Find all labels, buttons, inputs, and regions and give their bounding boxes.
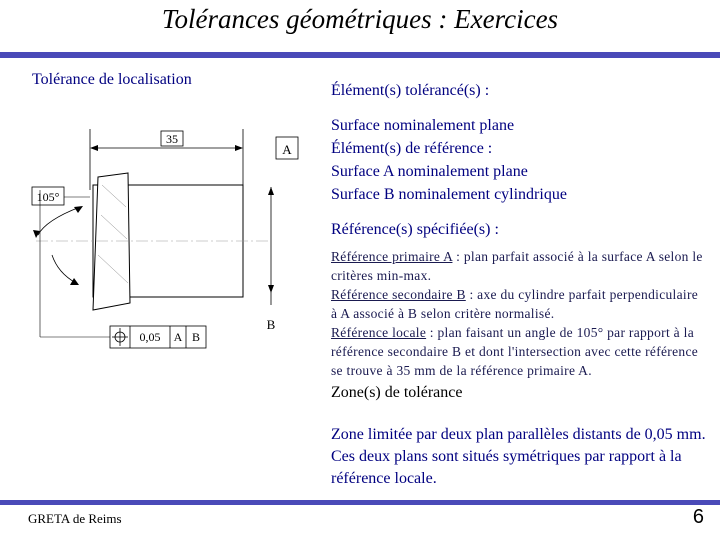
datum-b-arrow-bottom [268, 285, 274, 293]
toleranced-element-label: Élément(s) tolérancé(s) : [331, 82, 490, 99]
primary-reference-title: Référence primaire A [331, 249, 453, 264]
reference-definitions [331, 247, 706, 380]
description-panel [331, 79, 706, 490]
local-reference-text: : plan faisant un angle de 105° par rapport à la référence secondaire B et dont l'intersection avec cette référence se trouve à 35 mm de la référence primaire A. [331, 325, 699, 378]
tolerance-zone-label: Zone(s) de tolérance [331, 384, 463, 401]
reference-element-value-1: Surface A nominalement plane [331, 163, 528, 180]
secondary-reference-title: Référence secondaire B [331, 287, 466, 302]
footer-rule [0, 500, 720, 505]
secondary-reference-text: : axe du cylindre parfait perpendiculaire à A associé à B selon critère normalisé. [331, 287, 699, 321]
frame-value: 0,05 [139, 330, 161, 344]
angle-arrow-top [74, 206, 83, 213]
footer-organization: GRETA de Reims [28, 511, 122, 526]
angle-arrow-low [70, 278, 79, 285]
reference-element-value-2: Surface B nominalement cylindrique [331, 186, 567, 203]
page-number: 6 [692, 506, 704, 528]
angle-text: 105° [36, 190, 60, 204]
technical-drawing [28, 115, 318, 360]
dim-35-text: 35 [166, 132, 178, 146]
primary-reference-text: : plan parfait associé à la surface A selon le critères min-max. [331, 249, 703, 283]
reference-element-label: Élément(s) de référence : [331, 140, 493, 157]
datum-b-arrow-top [268, 187, 274, 195]
angle-arc [38, 207, 80, 235]
frame-ref-b: B [191, 330, 201, 344]
local-reference-title: Référence locale [331, 325, 427, 340]
slide-title: Tolérances géométriques : Exercices [161, 4, 559, 34]
title-rule [0, 52, 720, 58]
angle-arc-low [52, 255, 76, 283]
specified-reference-label: Référence(s) spécifiée(s) : [331, 221, 499, 238]
tolerance-zone-text: Zone limitée par deux plan parallèles distants de 0,05 mm. Ces deux plans sont situés symétriques par rapport à la référence locale. [331, 426, 706, 487]
dim-arrow-left [90, 145, 98, 151]
datum-a-label: A [282, 142, 292, 157]
dim-arrow-right [235, 145, 243, 151]
left-heading: Tolérance de localisation [32, 71, 192, 88]
frame-ref-a: A [173, 330, 183, 344]
datum-b-label: B [266, 317, 276, 332]
toleranced-element-value: Surface nominalement plane [331, 117, 515, 134]
